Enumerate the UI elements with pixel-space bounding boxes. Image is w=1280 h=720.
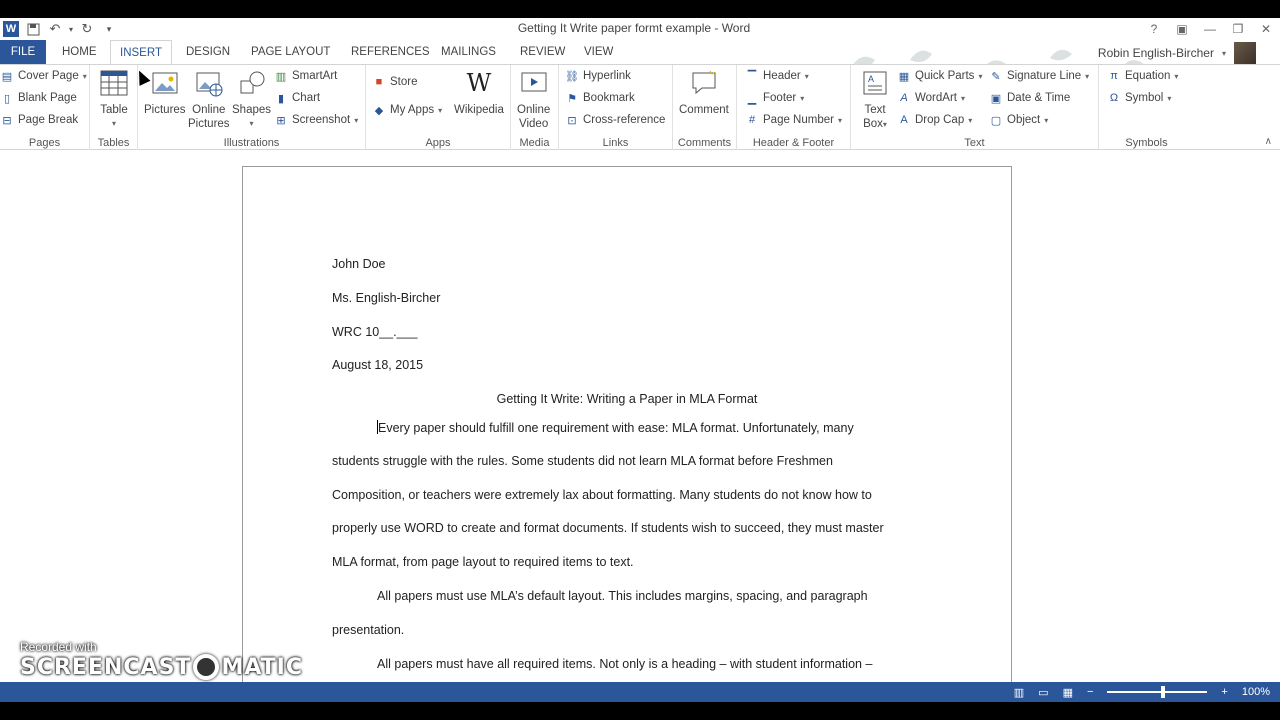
wordart-button[interactable] [897, 89, 965, 107]
drop-cap-icon: A [900, 114, 908, 126]
object-label: Object [1007, 114, 1041, 126]
chevron-down-icon: ▾ [837, 115, 842, 125]
tab-view[interactable]: VIEW [584, 46, 614, 58]
chevron-down-icon: ▾ [1221, 48, 1226, 58]
wordart-icon: A [900, 92, 908, 104]
quick-parts-label: Quick Parts [915, 70, 975, 82]
ribbon [0, 64, 1280, 150]
body-line: All papers must have all required items. Not only is a heading – with student information – [377, 657, 873, 671]
group-label-tables: Tables [97, 137, 130, 149]
print-layout-icon[interactable]: ▭ [1038, 686, 1049, 699]
group-media [511, 65, 559, 151]
online-video-label: Online [517, 104, 551, 116]
group-apps [366, 65, 511, 151]
equation-icon: π [1110, 70, 1118, 82]
avatar [1234, 42, 1256, 64]
date-time-label: Date & Time [1007, 92, 1071, 104]
body-line: properly use WORD to create and format documents. If students wish to succeed, they must master [332, 521, 884, 535]
shapes-label: Shapes [232, 104, 272, 116]
blank-page-button[interactable] [0, 89, 77, 107]
page-break-button[interactable] [0, 111, 78, 129]
help-icon[interactable]: ? [1150, 22, 1158, 36]
tab-home[interactable]: HOME [62, 46, 97, 58]
screenshot-label: Screenshot [292, 114, 351, 126]
zoom-level[interactable]: 100% [1241, 686, 1270, 698]
group-label-header-footer: Header & Footer [752, 137, 835, 149]
text-box-label-2: Box▾ [863, 118, 887, 130]
pictures-button[interactable] [144, 67, 186, 117]
watermark-brand-part-2: MATIC [221, 654, 303, 680]
table-button[interactable] [98, 67, 130, 131]
group-text [851, 65, 1099, 151]
symbol-button[interactable] [1107, 89, 1171, 107]
zoom-thumb[interactable] [1161, 686, 1165, 698]
cover-page-button[interactable] [0, 67, 87, 85]
heading-date: August 18, 2015 [332, 358, 424, 372]
online-video-button[interactable] [517, 67, 550, 131]
status-bar-right [1014, 682, 1270, 702]
web-layout-icon[interactable]: ▦ [1062, 686, 1073, 699]
watermark-recorded-text: Recorded with [20, 640, 97, 654]
paper-title: Getting It Write: Writing a Paper in MLA Format [496, 392, 758, 406]
my-apps-label: My Apps [390, 104, 435, 116]
group-symbols [1099, 65, 1194, 151]
chevron-down-icon: ▾ [978, 71, 983, 81]
shapes-icon [236, 67, 268, 99]
body-line: MLA format, from page layout to required items to text. [332, 555, 634, 569]
zoom-out-button[interactable]: − [1086, 686, 1094, 698]
footer-button[interactable] [745, 89, 804, 107]
watermark-brand [20, 654, 303, 680]
group-links [559, 65, 673, 151]
heading-course: WRC 10__.___ [332, 325, 418, 339]
restore-icon[interactable]: ❐ [1232, 22, 1244, 36]
online-video-icon [518, 67, 550, 99]
watermark-brand-part-1: SCREENCAST [20, 654, 192, 680]
online-pictures-icon [193, 67, 225, 99]
footer-label: Footer [763, 92, 797, 104]
group-label-apps: Apps [425, 137, 451, 149]
wikipedia-label: Wikipedia [454, 104, 504, 116]
chevron-down-icon: ▾ [111, 119, 116, 128]
chevron-down-icon: ▾ [354, 115, 359, 125]
group-pages [0, 65, 90, 151]
chevron-down-icon: ▾ [1044, 115, 1049, 125]
drop-cap-label: Drop Cap [915, 114, 965, 126]
zoom-in-button[interactable]: + [1221, 686, 1228, 698]
smartart-icon: ▥ [275, 70, 287, 83]
text-box-button[interactable] [859, 67, 891, 132]
footer-icon: ▁ [747, 92, 757, 105]
page-break-label: Page Break [18, 114, 79, 126]
collapse-ribbon-icon[interactable]: ∧ [1264, 136, 1272, 147]
my-apps-icon: ◆ [374, 104, 384, 117]
equation-label: Equation [1125, 70, 1171, 82]
chevron-down-icon: ▾ [1174, 71, 1179, 81]
zoom-slider[interactable] [1107, 691, 1207, 693]
comment-button[interactable] [679, 67, 729, 117]
svg-text:A: A [868, 74, 875, 84]
quick-parts-icon: ▦ [898, 70, 910, 83]
title-bar [0, 18, 1280, 40]
date-time-button[interactable] [989, 89, 1070, 107]
signature-line-button[interactable] [989, 67, 1089, 85]
wikipedia-button[interactable] [454, 67, 504, 117]
symbol-icon: Ω [1109, 92, 1119, 104]
cross-reference-button[interactable] [565, 111, 665, 129]
signature-line-label: Signature Line [1007, 70, 1082, 82]
chevron-down-icon: ▾ [968, 115, 973, 125]
minimize-icon[interactable]: — [1204, 22, 1216, 36]
body-line: All papers must use MLA’s default layout. This includes margins, spacing, and paragraph [377, 589, 868, 603]
status-bar [0, 682, 1280, 702]
online-pictures-label-2: Pictures [188, 118, 230, 130]
hyperlink-icon: ⛓ [565, 70, 579, 83]
chevron-down-icon: ▾ [82, 71, 87, 81]
tab-file[interactable]: FILE [0, 40, 46, 64]
tab-design[interactable]: DESIGN [186, 46, 231, 58]
equation-button[interactable] [1107, 67, 1178, 85]
group-comments [673, 65, 737, 151]
object-button[interactable] [989, 111, 1048, 129]
online-video-label-2: Video [519, 118, 549, 130]
document-area[interactable] [0, 150, 1280, 682]
chevron-down-icon: ▾ [804, 71, 809, 81]
group-tables [90, 65, 138, 151]
my-apps-button[interactable] [372, 101, 442, 119]
date-time-icon: ▣ [990, 92, 1002, 105]
chart-icon: ▮ [277, 92, 285, 105]
window-title: Getting It Write paper formt example - Word [517, 21, 751, 35]
page-number-button[interactable] [745, 111, 842, 129]
bookmark-label: Bookmark [583, 92, 635, 104]
page-break-icon: ⊟ [2, 114, 12, 127]
heading-instructor: Ms. English-Bircher [332, 291, 441, 305]
cover-page-label: Cover Page [18, 70, 79, 82]
hyperlink-label: Hyperlink [583, 70, 631, 82]
cross-reference-icon: ⊡ [567, 114, 577, 127]
group-label-symbols: Symbols [1125, 137, 1168, 149]
chevron-down-icon: ▾ [438, 105, 443, 115]
chart-button[interactable] [274, 89, 320, 107]
chart-label: Chart [292, 92, 321, 104]
page-number-label: Page Number [763, 114, 834, 126]
chevron-down-icon: ▾ [249, 119, 254, 128]
tab-references[interactable]: REFERENCES [351, 46, 430, 58]
body-line: presentation. [332, 623, 405, 637]
comment-icon [688, 67, 720, 99]
comment-label: Comment [679, 104, 729, 116]
tab-review[interactable]: REVIEW [520, 46, 566, 58]
screenshot-button[interactable] [274, 111, 358, 129]
wikipedia-icon: W [466, 69, 492, 97]
heading-name: John Doe [332, 257, 386, 271]
document-page[interactable] [242, 166, 1012, 702]
tab-mailings[interactable]: MAILINGS [441, 46, 496, 58]
store-icon: ■ [375, 76, 383, 88]
bookmark-button[interactable] [565, 89, 635, 107]
header-button[interactable] [745, 67, 809, 85]
pictures-label: Pictures [144, 104, 186, 116]
pictures-icon [149, 67, 181, 99]
smartart-button[interactable] [274, 67, 337, 85]
group-label-pages: Pages [28, 137, 61, 149]
cover-page-icon: ▤ [1, 70, 13, 83]
group-illustrations [138, 65, 366, 151]
drop-cap-button[interactable] [897, 111, 972, 129]
window-controls [1140, 18, 1280, 40]
tab-page-layout[interactable]: PAGE LAYOUT [251, 46, 331, 58]
ribbon-display-icon[interactable]: ▣ [1176, 22, 1188, 36]
close-icon[interactable]: ✕ [1260, 22, 1272, 36]
object-icon: ▢ [990, 114, 1002, 127]
smartart-label: SmartArt [292, 70, 338, 82]
shapes-button[interactable] [232, 67, 271, 131]
store-label: Store [390, 76, 418, 88]
group-label-links: Links [602, 137, 629, 149]
group-label-comments: Comments [677, 137, 732, 149]
body-line: Every paper should fulfill one requirement with ease: MLA format. Unfortunately, many [378, 421, 854, 435]
blank-page-label: Blank Page [18, 92, 77, 104]
undo-icon[interactable]: ↶ [49, 21, 61, 36]
watermark-logo-icon [193, 654, 219, 680]
screencast-watermark [20, 640, 303, 680]
group-label-text: Text [964, 137, 985, 149]
group-label-illustrations: Illustrations [223, 137, 280, 149]
undo-dropdown-icon[interactable]: ▾ [68, 24, 73, 34]
table-label: Table [100, 104, 128, 116]
body-line: Composition, or teachers were extremely lax about formatting. Many students do not know how to [332, 488, 872, 502]
redo-icon[interactable]: ↻ [81, 21, 93, 36]
header-icon: ▔ [747, 70, 757, 83]
chevron-down-icon: ▾ [1085, 71, 1090, 81]
page-number-icon: # [748, 114, 756, 126]
wordart-label: WordArt [915, 92, 957, 104]
word-window [0, 18, 1280, 702]
group-label-media: Media [519, 137, 550, 149]
text-box-icon [859, 67, 891, 99]
signature-line-icon: ✎ [991, 70, 1001, 83]
store-button[interactable] [372, 73, 418, 91]
word-logo[interactable]: W [0, 20, 22, 38]
tab-insert[interactable]: INSERT [110, 40, 172, 65]
bookmark-icon: ⚑ [567, 92, 577, 105]
screenshot-icon: ⊞ [276, 114, 286, 127]
text-box-label: Text [864, 104, 886, 116]
chevron-down-icon: ▾ [1167, 93, 1172, 103]
online-pictures-button[interactable] [188, 67, 230, 131]
chevron-down-icon: ▾ [800, 93, 805, 103]
group-header-footer [737, 65, 851, 151]
online-pictures-label: Online [192, 104, 226, 116]
user-account[interactable] [1098, 42, 1256, 64]
hyperlink-button[interactable] [565, 67, 631, 85]
chevron-down-icon: ▾ [960, 93, 965, 103]
table-icon [98, 67, 130, 99]
read-mode-icon[interactable]: ▥ [1013, 686, 1025, 699]
symbol-label: Symbol [1125, 92, 1164, 104]
header-label: Header [763, 70, 801, 82]
body-line: students struggle with the rules. Some students did not learn MLA format before Freshmen [332, 454, 833, 468]
customize-icon[interactable]: ▾ [106, 23, 112, 34]
blank-page-icon: ▯ [3, 92, 11, 105]
quick-parts-button[interactable] [897, 67, 982, 85]
cross-reference-label: Cross-reference [583, 114, 666, 126]
user-name: Robin English-Bircher [1097, 46, 1214, 60]
ribbon-tabs [0, 40, 1280, 64]
